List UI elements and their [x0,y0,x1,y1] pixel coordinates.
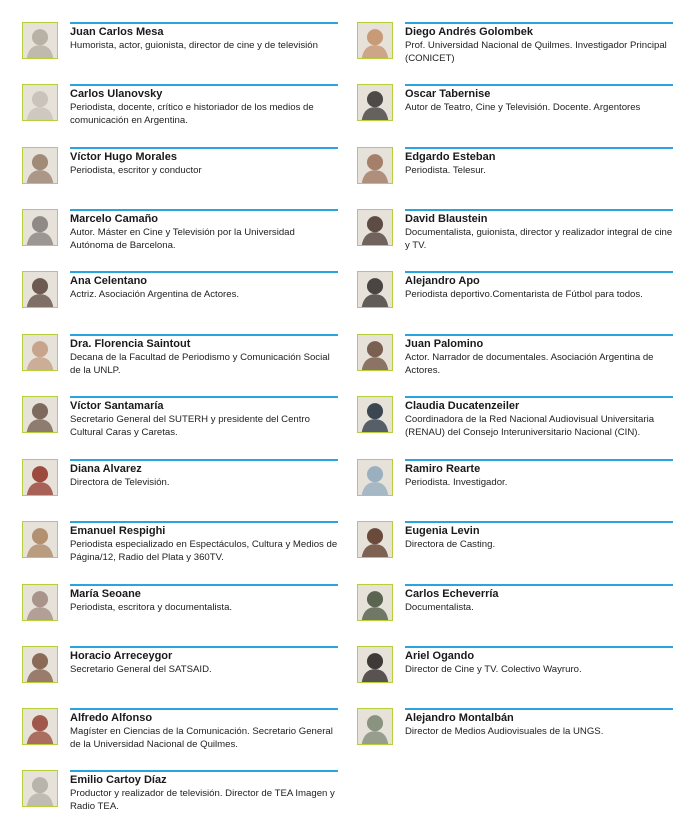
divider-line [70,584,338,586]
person-description: Prof. Universidad Nacional de Quilmes. Investigador Principal (CONICET) [405,40,667,64]
person-photo [357,84,393,121]
person-description: Magíster en Ciencias de la Comunicación. Secretario General de la Universidad Nacional de Quilmes. [70,726,333,750]
person-description: Periodista, docente, crítico e historiador de los medios de comunicación en Argentina. [70,102,314,126]
person-description: Humorista, actor, guionista, director de cine y de televisión [70,40,318,51]
person-photo [22,521,58,558]
person-description: Directora de Televisión. [70,477,170,488]
person-photo [357,209,393,246]
divider-line [70,521,338,523]
person-entry-claudia-ducatenzeiler [357,396,673,456]
person-entry-ramiro-rearte [357,459,673,519]
divider-line [70,459,338,461]
person-entry-dra-florencia-saintout [22,334,338,394]
divider-line [70,147,338,149]
person-description: Autor de Teatro, Cine y Televisión. Docente. Argentores [405,102,641,113]
person-name: María Seoane [70,588,141,600]
divider-line [70,646,338,648]
person-photo [357,147,393,184]
divider-line [70,334,338,336]
person-entry-eugenia-levin [357,521,673,581]
divider-line [405,396,673,398]
divider-line [405,209,673,211]
person-entry-emanuel-respighi [22,521,338,581]
person-photo [357,521,393,558]
person-photo [22,459,58,496]
person-description: Actor. Narrador de documentales. Asociación Argentina de Actores. [405,352,654,376]
person-photo [357,22,393,59]
person-entry-diego-andres-golombek [357,22,673,82]
divider-line [405,708,673,710]
person-name: Ariel Ogando [405,650,475,662]
divider-line [70,22,338,24]
person-name: Marcelo Camaño [70,213,159,225]
divider-line [405,521,673,523]
person-entry-carlos-echeverria [357,584,673,644]
person-name: Ana Celentano [70,275,148,287]
person-name: Dra. Florencia Saintout [70,338,191,350]
person-entry-marcelo-camano [22,209,338,269]
person-entry-diana-alvarez [22,459,338,519]
person-name: Alejandro Montalbán [405,712,514,724]
person-photo [22,209,58,246]
person-entry-juan-carlos-mesa [22,22,338,82]
person-entry-alfredo-alfonso [22,708,338,768]
person-photo [357,708,393,745]
divider-line [70,209,338,211]
person-description: Director de Cine y TV. Colectivo Wayruro. [405,664,582,675]
person-entry-juan-palomino [357,334,673,394]
person-entry-victor-santamaria [22,396,338,456]
person-entry-emilio-cartoy-diaz [22,770,338,830]
divider-line [70,84,338,86]
person-photo [22,147,58,184]
person-entry-oscar-tabernise [357,84,673,144]
person-description: Coordinadora de la Red Nacional Audiovisual Universitaria (RENAU) del Consejo Interuniversitario Nacional (CIN). [405,414,655,438]
person-name: Carlos Ulanovsky [70,88,163,100]
divider-line [405,646,673,648]
divider-line [405,334,673,336]
person-entry-victor-hugo-morales [22,147,338,207]
divider-line [70,396,338,398]
person-description: Directora de Casting. [405,539,496,550]
person-description: Autor. Máster en Cine y Televisión por la Universidad Autónoma de Barcelona. [70,227,295,251]
person-name: Diego Andrés Golombek [405,26,533,38]
person-description: Actriz. Asociación Argentina de Actores. [70,289,240,300]
person-description: Secretario General del SATSAID. [70,664,212,675]
person-entry-ariel-ogando [357,646,673,706]
divider-line [405,22,673,24]
person-description: Periodista especializado en Espectáculos, Cultura y Medios de Página/12, Radio del Plata y 360TV. [70,539,338,563]
person-photo [22,271,58,308]
person-photo [357,271,393,308]
person-name: Oscar Tabernise [405,88,491,100]
person-name: Diana Alvarez [70,463,142,475]
person-entry-alejandro-apo [357,271,673,331]
person-name: Edgardo Esteban [405,151,496,163]
person-name: Juan Palomino [405,338,484,350]
person-name: Alejandro Apo [405,275,480,287]
person-name: Víctor Hugo Morales [70,151,177,163]
person-description: Productor y realizador de televisión. Director de TEA Imagen y Radio TEA. [70,788,335,812]
person-name: Víctor Santamaría [70,400,164,412]
person-name: Alfredo Alfonso [70,712,153,724]
person-photo [357,459,393,496]
person-entry-maria-seoane [22,584,338,644]
person-description: Periodista, escritora y documentalista. [70,602,233,613]
person-photo [22,646,58,683]
divider-line [405,84,673,86]
person-photo [357,584,393,621]
person-description: Decana de la Facultad de Periodismo y Comunicación Social de la UNLP. [70,352,330,376]
person-name: Emilio Cartoy Díaz [70,774,167,786]
person-entry-alejandro-montalban [357,708,673,768]
divider-line [70,708,338,710]
person-description: Periodista, escritor y conductor [70,165,202,176]
person-description: Periodista deportivo.Comentarista de Fútbol para todos. [405,289,643,300]
divider-line [405,459,673,461]
person-photo [22,770,58,807]
person-description: Periodista. Telesur. [405,165,486,176]
person-photo [357,646,393,683]
divider-line [70,770,338,772]
person-description: Periodista. Investigador. [405,477,508,488]
person-name: Claudia Ducatenzeiler [405,400,520,412]
person-name: Carlos Echeverría [405,588,499,600]
divider-line [405,271,673,273]
divider-line [70,271,338,273]
person-photo [357,396,393,433]
person-entry-edgardo-esteban [357,147,673,207]
person-entry-carlos-ulanovsky [22,84,338,144]
person-photo [22,708,58,745]
person-description: Director de Medios Audiovisuales de la UNGS. [405,726,604,737]
divider-line [405,584,673,586]
person-name: Eugenia Levin [405,525,480,537]
divider-line [405,147,673,149]
person-photo [22,584,58,621]
person-name: David Blaustein [405,213,488,225]
person-description: Documentalista, guionista, director y realizador integral de cine y TV. [405,227,673,251]
person-description: Documentalista. [405,602,474,613]
person-photo [357,334,393,371]
person-name: Horacio Arreceygor [70,650,173,662]
person-entry-horacio-arreceygor [22,646,338,706]
person-photo [22,396,58,433]
person-photo [22,334,58,371]
person-name: Ramiro Rearte [405,463,481,475]
person-description: Secretario General del SUTERH y presidente del Centro Cultural Caras y Caretas. [70,414,310,438]
person-photo [22,84,58,121]
person-entry-david-blaustein [357,209,673,269]
person-photo [22,22,58,59]
person-name: Juan Carlos Mesa [70,26,164,38]
person-entry-ana-celentano [22,271,338,331]
person-name: Emanuel Respighi [70,525,166,537]
